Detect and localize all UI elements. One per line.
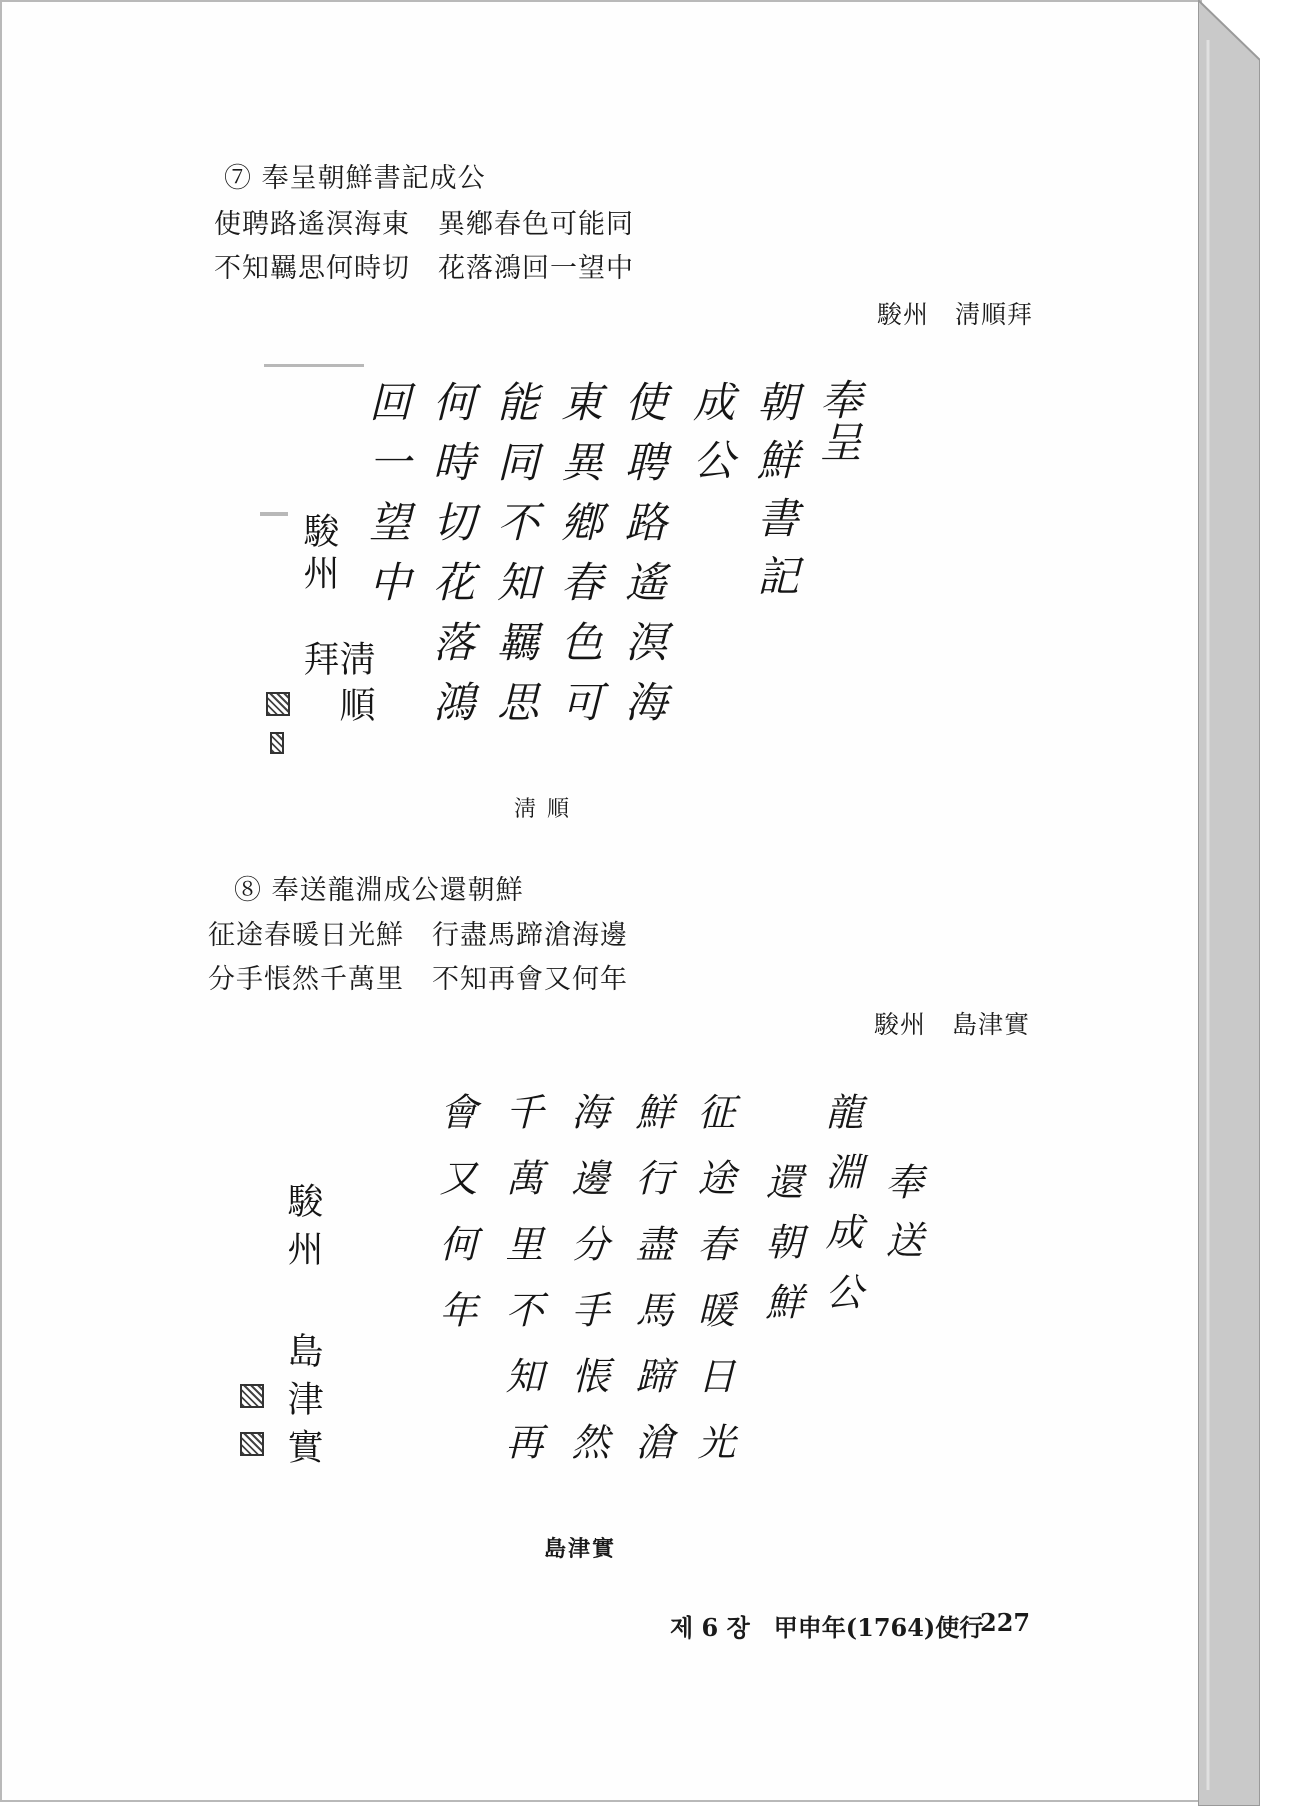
calligraphy-signature-place: 駿州 [282,1182,323,1278]
seal-stamp [270,732,284,754]
poem7-line-1: 使聘路遙溟海東 異鄕春色可能同 [214,209,634,240]
calligraphy-column: 海邊分手悵然 [565,1092,609,1488]
calligraphy-column: 成公 [687,380,736,496]
calligraphy-column: 會又何年 [433,1092,477,1356]
poem8-title: ⑧ 奉送龍淵成公還朝鮮 [234,875,524,906]
seal-stamp [240,1384,264,1408]
poem8-line-1: 征途春暖日光鮮 行盡馬蹄滄海邊 [208,920,628,951]
poem8-author: 駿州 島津實 [874,1010,1031,1039]
calligraphy-column: 征途春暖日光 [691,1092,735,1488]
poem7-author: 駿州 淸順拜 [877,300,1034,329]
calligraphy-signature-name: 島津實 [282,1332,323,1476]
seal-stamp [266,692,290,716]
calligraphy-column: 千萬里不知再 [499,1092,543,1488]
poem8-line-2: 分手悵然千萬里 不知再會又何年 [208,964,628,995]
page-number: 227 [980,1608,1031,1637]
scan-smudge [264,364,364,367]
chapter-footer: 제 6 장 甲申年(1764)使行 [670,1613,984,1642]
calligraphy-column: 朝鮮書記 [751,380,800,612]
poem7-calligraphy [242,352,892,772]
poem8-caption: 島津實 [544,1536,617,1562]
calligraphy-column: 回一望中 [363,380,412,620]
calligraphy-column: 東異鄕春色可 [555,380,604,740]
calligraphy-column: 龍淵成公 [819,1092,863,1332]
calligraphy-column: 奉呈 [820,376,863,467]
poem7-caption: 淸 順 [514,797,571,822]
calligraphy-column: 鮮行盡馬蹄滄 [629,1092,673,1488]
calligraphy-column: 能同不知羈思 [491,380,540,740]
calligraphy-column: 何時切花落鴻 [427,380,476,740]
calligraphy-signature-place: 駿州 [298,512,339,596]
scan-smudge [260,512,288,516]
calligraphy-column: 使聘路遙溟海 [619,380,668,740]
calligraphy-signature-name: 淸順拜 [298,640,375,732]
poem7-title: ⑦ 奉呈朝鮮書記成公 [224,163,486,194]
calligraphy-column: 還朝鮮 [759,1162,803,1342]
calligraphy-column: 奉送 [879,1162,923,1278]
poem8-calligraphy [232,1082,952,1522]
book-spine-edge [1198,0,1260,1806]
poem7-line-2: 不知羈思何時切 花落鴻回一望中 [214,253,634,284]
seal-stamp [240,1432,264,1456]
